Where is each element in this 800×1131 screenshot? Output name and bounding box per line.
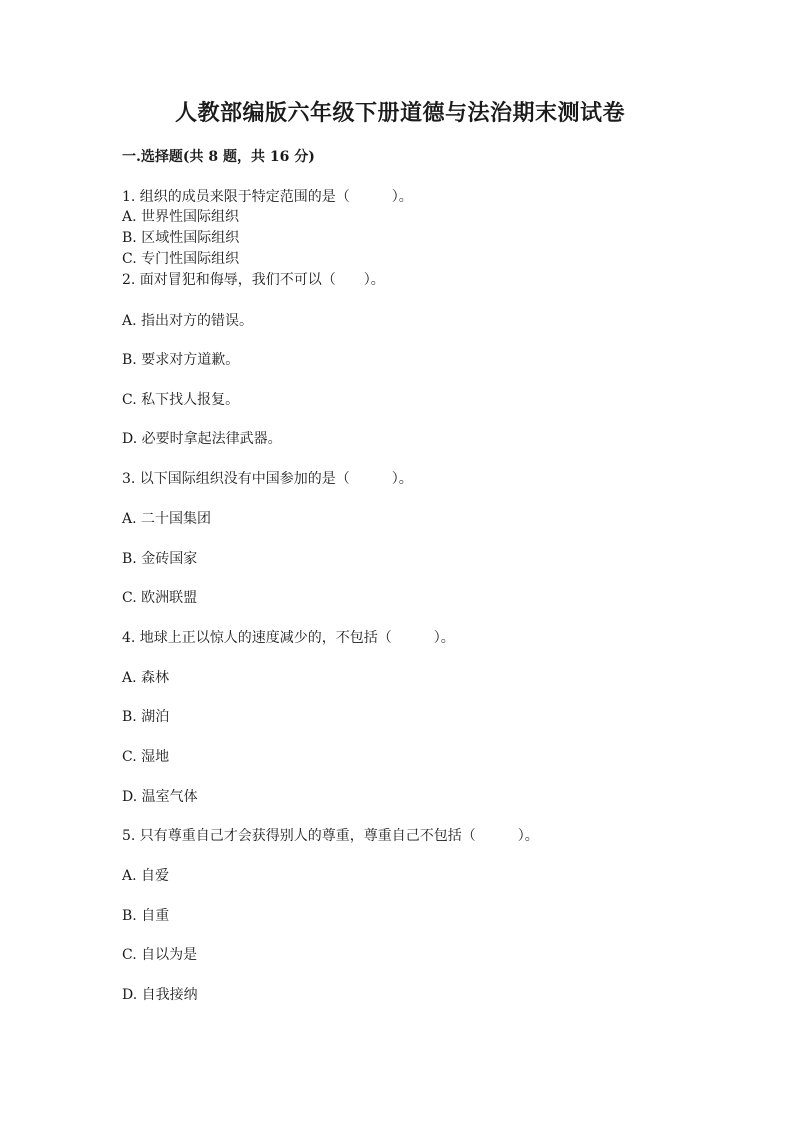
section-header: 一.选择题(共 8 题，共 16 分) (122, 149, 315, 165)
option-1c: C. 专门性国际组织 (122, 251, 240, 267)
question-stem-2: 2. 面对冒犯和侮辱，我们不可以（ ）。 (122, 272, 385, 288)
option-2a: A. 指出对方的错误。 (122, 313, 254, 329)
option-4d: D. 温室气体 (122, 789, 198, 805)
question-stem-4: 4. 地球上正以惊人的速度减少的，不包括（ ）。 (122, 630, 455, 646)
option-3b: B. 金砖国家 (122, 551, 198, 567)
option-2c: C. 私下找人报复。 (122, 392, 240, 408)
option-4a: A. 森林 (122, 670, 170, 686)
option-4c: C. 湿地 (122, 749, 170, 765)
option-5a: A. 自爱 (122, 868, 170, 884)
option-3a: A. 二十国集团 (122, 511, 212, 527)
option-5b: B. 自重 (122, 908, 170, 924)
option-5d: D. 自我接纳 (122, 987, 198, 1003)
document-title: 人教部编版六年级下册道德与法治期末测试卷 (174, 100, 625, 126)
option-2d: D. 必要时拿起法律武器。 (122, 431, 282, 447)
option-5c: C. 自以为是 (122, 947, 198, 963)
option-1a: A. 世界性国际组织 (122, 209, 240, 225)
option-3c: C. 欧洲联盟 (122, 590, 198, 606)
question-stem-5: 5. 只有尊重自己才会获得别人的尊重，尊重自己不包括（ ）。 (122, 828, 539, 844)
option-4b: B. 湖泊 (122, 709, 170, 725)
question-stem-3: 3. 以下国际组织没有中国参加的是（ ）。 (122, 471, 413, 487)
option-1b: B. 区域性国际组织 (122, 230, 240, 246)
option-2b: B. 要求对方道歉。 (122, 352, 240, 368)
question-stem-1: 1. 组织的成员来限于特定范围的是（ ）。 (122, 189, 413, 205)
